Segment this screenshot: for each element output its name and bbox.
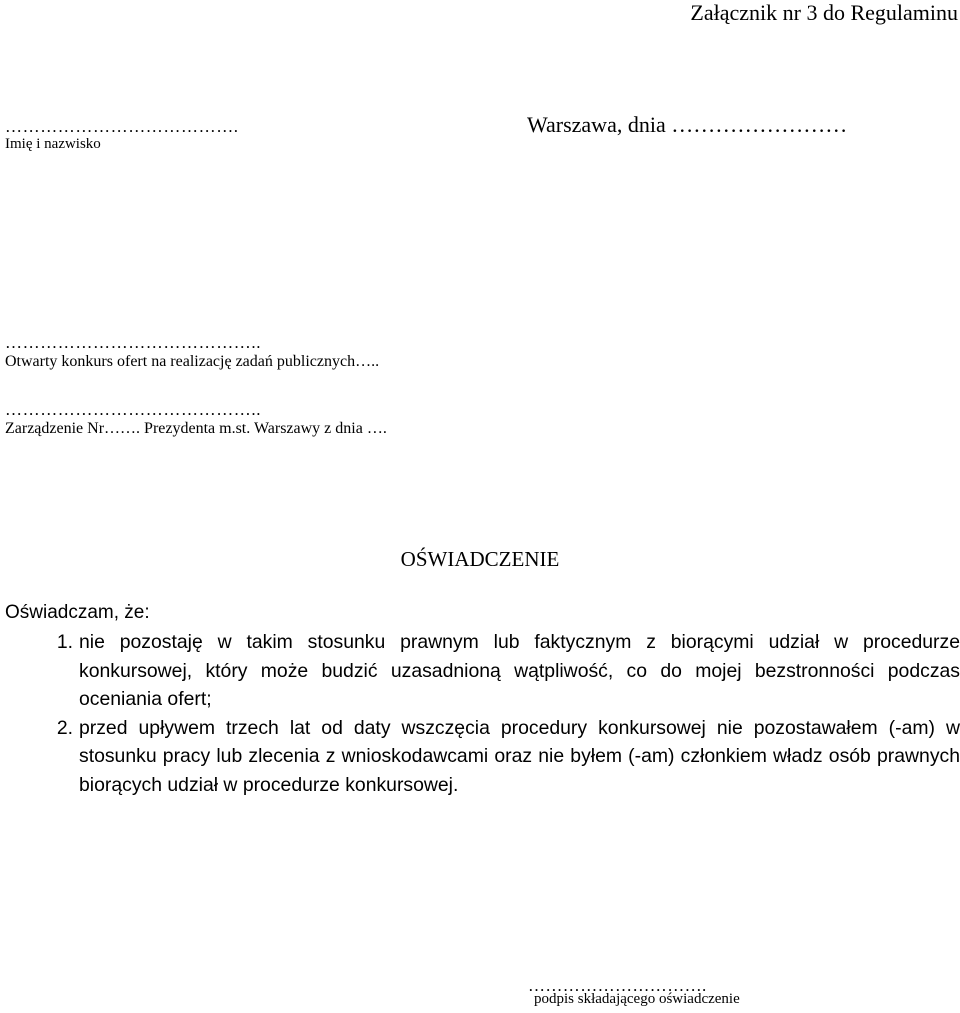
signature-placeholder-dots: …………………………. [528,976,707,995]
declaration-item [5,628,960,714]
annex-label: Załącznik nr 3 do Regulaminu [690,0,958,25]
order-label: Zarządzenie Nr……. Prezydenta m.st. Warszawy z dnia …. [5,420,387,437]
order-placeholder-dots: …………………………………….. [5,400,262,419]
signature-label: podpis składającego oświadczenie [534,991,740,1007]
item-number: 2. [56,716,73,739]
contest-label: Otwarty konkurs ofert na realizację zadań publicznych….. [5,353,380,370]
item-text: nie pozostaję w takim stosunku prawnym lub faktycznym z biorącymi udział w procedurze konkursowej, który może budzić uzasadnioną wątpliwość, co do mojej bezstronności podczas oceniania ofert; [79,631,960,710]
place-date: Warszawa, dnia …………………… [527,112,848,137]
declaration-item [5,714,960,800]
name-placeholder-dots: …………………………………. [5,117,239,136]
item-text: przed upływem trzech lat od daty wszczęcia procedury konkursowej nie pozostawałem (-am) w stosunku pracy lub zlecenia z wnioskodawcami oraz nie byłem (-am) członkiem władz osób prawnych biorących udział w procedurze konkursowej. [79,716,960,796]
declaration-list [5,628,960,799]
document-title: OŚWIADCZENIE [400,547,560,571]
item-number: 1. [56,631,73,653]
declaration-intro: Oświadczam, że: [5,602,150,623]
contest-placeholder-dots: …………………………………….. [5,333,262,352]
name-label: Imię i nazwisko [5,136,101,152]
